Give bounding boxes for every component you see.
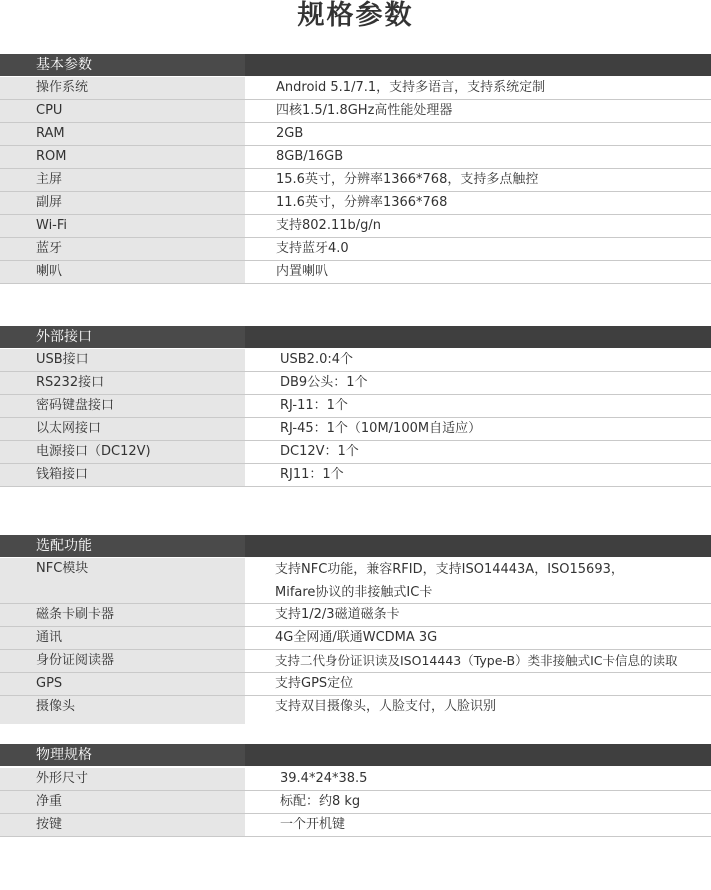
page-title: 规格参数 bbox=[297, 0, 414, 31]
spec-row-cash-drawer bbox=[0, 464, 711, 487]
spec-value: 支持802.11b/g/n bbox=[276, 218, 381, 233]
spec-row-id-reader bbox=[0, 650, 711, 673]
section-header-label: 物理规格 bbox=[36, 747, 92, 763]
spec-value: DB9公头：1个 bbox=[280, 375, 368, 390]
spec-key: 蓝牙 bbox=[36, 241, 63, 256]
spec-row-gps bbox=[0, 673, 711, 696]
spec-key: 操作系统 bbox=[36, 80, 89, 95]
section-header-label: 选配功能 bbox=[36, 538, 92, 554]
spec-row-main-screen bbox=[0, 169, 711, 192]
spec-row-magstripe bbox=[0, 604, 711, 627]
spec-key: 摄像头 bbox=[36, 699, 76, 714]
spec-key: 通讯 bbox=[36, 630, 63, 645]
spec-row-ram bbox=[0, 123, 711, 146]
spec-key: 外形尺寸 bbox=[36, 771, 89, 786]
spec-key: 副屏 bbox=[36, 195, 63, 210]
spec-value: 39.4*24*38.5 bbox=[280, 771, 368, 786]
section-header-label: 外部接口 bbox=[36, 329, 92, 345]
spec-row-usb bbox=[0, 349, 711, 372]
section-header bbox=[0, 326, 711, 348]
spec-key: 净重 bbox=[36, 794, 63, 809]
spec-value: RJ11：1个 bbox=[280, 467, 344, 482]
spec-value: 支持1/2/3磁道磁条卡 bbox=[275, 607, 400, 622]
spec-value-line-1: 支持NFC功能，兼容RFID，支持ISO14443A，ISO15693， bbox=[275, 562, 624, 577]
spec-key: 按键 bbox=[36, 817, 63, 832]
spec-key: 钱箱接口 bbox=[36, 467, 89, 482]
spec-value: 2GB bbox=[276, 126, 304, 141]
spec-value: 支持蓝牙4.0 bbox=[276, 241, 349, 256]
spec-key: Wi-Fi bbox=[36, 218, 68, 233]
spec-row-cpu bbox=[0, 100, 711, 123]
spec-value: DC12V：1个 bbox=[280, 444, 359, 459]
spec-key: 身份证阅读器 bbox=[36, 653, 115, 668]
spec-value-line-2: Mifare协议的非接触式IC卡 bbox=[275, 585, 433, 600]
spec-row-buttons bbox=[0, 814, 711, 837]
spec-row-rom bbox=[0, 146, 711, 169]
spec-value: 4G全网通/联通WCDMA 3G bbox=[275, 630, 438, 645]
spec-key: RAM bbox=[36, 126, 65, 141]
section-header bbox=[0, 535, 711, 557]
spec-value: 支持二代身份证识读及ISO14443（Type-B）类非接触式IC卡信息的读取 bbox=[275, 653, 678, 668]
spec-row-sub-screen bbox=[0, 192, 711, 215]
spec-key: RS232接口 bbox=[36, 375, 105, 390]
spec-value: Android 5.1/7.1，支持多语言，支持系统定制 bbox=[276, 80, 546, 95]
spec-value: RJ-11：1个 bbox=[280, 398, 348, 413]
section-external-ports bbox=[0, 326, 711, 487]
spec-value: 一个开机键 bbox=[280, 817, 346, 832]
spec-value: USB2.0:4个 bbox=[280, 352, 354, 367]
section-optional-features bbox=[0, 535, 711, 724]
spec-row-speaker bbox=[0, 261, 711, 284]
spec-key: 磁条卡刷卡器 bbox=[36, 607, 115, 622]
spec-value: 15.6英寸，分辨率1366*768，支持多点触控 bbox=[276, 172, 539, 187]
spec-value: 支持双目摄像头，人脸支付，人脸识别 bbox=[275, 699, 497, 714]
spec-value: 四核1.5/1.8GHz高性能处理器 bbox=[276, 103, 453, 118]
spec-row-nfc bbox=[0, 558, 711, 604]
section-physical-specs bbox=[0, 744, 711, 837]
spec-row-camera bbox=[0, 696, 711, 724]
spec-key: NFC模块 bbox=[36, 561, 89, 576]
spec-value: RJ-45：1个（10M/100M自适应） bbox=[280, 421, 482, 436]
spec-value: 8GB/16GB bbox=[276, 149, 344, 164]
spec-row-comm bbox=[0, 627, 711, 650]
section-header bbox=[0, 54, 711, 76]
section-header bbox=[0, 744, 711, 766]
spec-key: 喇叭 bbox=[36, 264, 63, 279]
spec-value: 11.6英寸，分辨率1366*768 bbox=[276, 195, 448, 210]
spec-row-pinpad bbox=[0, 395, 711, 418]
spec-key: USB接口 bbox=[36, 352, 89, 367]
spec-value: 内置喇叭 bbox=[276, 264, 329, 279]
spec-row-os bbox=[0, 77, 711, 100]
spec-key: 主屏 bbox=[36, 172, 63, 187]
spec-row-dimensions bbox=[0, 768, 711, 791]
spec-value bbox=[275, 558, 624, 604]
spec-row-rs232 bbox=[0, 372, 711, 395]
spec-key: CPU bbox=[36, 103, 63, 118]
spec-value: 标配：约8 kg bbox=[280, 794, 361, 809]
spec-row-wifi bbox=[0, 215, 711, 238]
spec-key: 电源接口（DC12V) bbox=[36, 444, 151, 459]
spec-row-ethernet bbox=[0, 418, 711, 441]
spec-key: 以太网接口 bbox=[36, 421, 102, 436]
section-basic-params bbox=[0, 54, 711, 284]
spec-key: ROM bbox=[36, 149, 67, 164]
section-header-label: 基本参数 bbox=[36, 57, 92, 73]
spec-row-weight bbox=[0, 791, 711, 814]
spec-key: GPS bbox=[36, 676, 63, 691]
spec-value: 支持GPS定位 bbox=[275, 676, 354, 691]
spec-row-power bbox=[0, 441, 711, 464]
spec-row-bluetooth bbox=[0, 238, 711, 261]
spec-key: 密码键盘接口 bbox=[36, 398, 115, 413]
